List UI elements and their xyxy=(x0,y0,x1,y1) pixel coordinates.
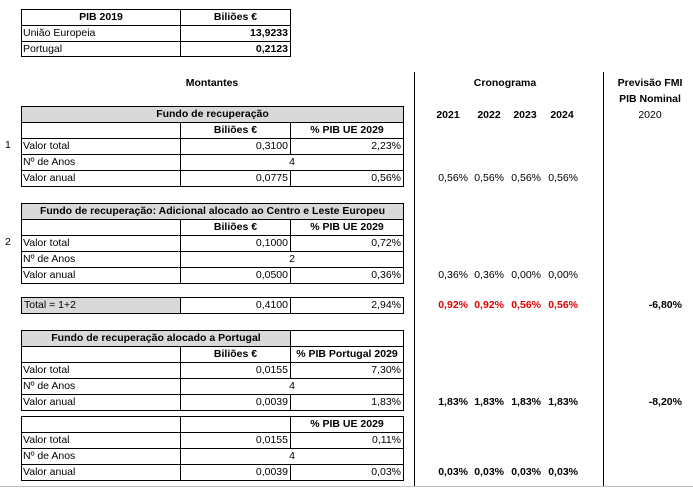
total-cron-value: 0,92% xyxy=(438,299,468,311)
year-header: 2024 xyxy=(550,109,574,121)
col-header: % PIB UE 2029 xyxy=(310,418,384,430)
total-cron-value: 0,56% xyxy=(548,299,578,311)
row-value: 0,0775 xyxy=(255,172,288,184)
pib2019-row-value: 0,2123 xyxy=(255,43,288,55)
fmi-value: -6,80% xyxy=(648,299,682,311)
cronograma-header: Cronograma xyxy=(473,77,537,89)
cron-value: 1,83% xyxy=(548,396,578,408)
cron-value: 0,03% xyxy=(474,466,504,478)
pib2019-header-unit: Biliões € xyxy=(213,11,258,23)
col-header: Biliões € xyxy=(213,348,258,360)
row-percent: 7,30% xyxy=(371,364,401,376)
cron-value: 1,83% xyxy=(474,396,504,408)
row-percent: 0,11% xyxy=(372,434,401,446)
col-header: Biliões € xyxy=(213,124,258,136)
total-percent: 2,94% xyxy=(371,299,401,311)
col-header: % PIB UE 2029 xyxy=(310,124,384,136)
cron-value: 0,56% xyxy=(548,172,578,184)
col-header: % PIB UE 2029 xyxy=(310,221,384,233)
total-value: 0,4100 xyxy=(255,299,288,311)
row-value: 0,0155 xyxy=(255,364,288,376)
row-years: 4 xyxy=(289,450,295,462)
row-years: 4 xyxy=(289,380,295,392)
year-header: 2021 xyxy=(436,109,460,121)
section-index: 1 xyxy=(5,139,11,151)
cron-value: 1,83% xyxy=(438,396,468,408)
section2-title: Fundo de recuperação: Adicional alocado ao Centro e Leste Europeu xyxy=(22,204,403,219)
row-value: 0,1000 xyxy=(255,237,288,249)
pib2019-row-label: União Europeia xyxy=(23,27,96,39)
row-label: Nº de Anos xyxy=(23,380,76,392)
row-label: Valor total xyxy=(23,434,70,446)
cron-value: 0,03% xyxy=(511,466,541,478)
cron-value: 0,56% xyxy=(438,172,468,184)
pib2019-header-label: PIB 2019 xyxy=(79,11,123,23)
row-label: Valor anual xyxy=(23,172,76,184)
cron-value: 0,00% xyxy=(548,269,578,281)
cron-value: 0,36% xyxy=(474,269,504,281)
cron-value: 0,36% xyxy=(438,269,468,281)
row-percent: 0,03% xyxy=(371,466,401,478)
cron-value: 0,03% xyxy=(548,466,578,478)
row-label: Valor anual xyxy=(23,466,76,478)
row-label: Valor anual xyxy=(23,269,76,281)
row-value: 0,0039 xyxy=(255,466,288,478)
row-value: 0,0500 xyxy=(255,269,288,281)
cron-value: 0,56% xyxy=(474,172,504,184)
row-label: Valor anual xyxy=(23,396,76,408)
montantes-header: Montantes xyxy=(185,77,239,89)
row-value: 0,0155 xyxy=(255,434,288,446)
section-index: 2 xyxy=(5,236,11,248)
cron-value: 0,56% xyxy=(511,172,541,184)
col-header: % PIB Portugal 2029 xyxy=(296,348,398,360)
row-percent: 2,23% xyxy=(371,140,401,152)
pib2019-row-label: Portugal xyxy=(23,43,63,55)
column-divider xyxy=(603,72,604,486)
column-divider xyxy=(414,72,415,486)
pib2019-row-value: 13,9233 xyxy=(250,27,288,39)
fmi-header-line2: PIB Nominal xyxy=(619,93,681,105)
row-percent: 0,72% xyxy=(371,237,401,249)
row-label: Valor total xyxy=(23,364,70,376)
row-label: Valor total xyxy=(23,140,70,152)
row-percent: 0,56% xyxy=(371,172,401,184)
year-header: 2022 xyxy=(477,109,501,121)
section1-title: Fundo de recuperação xyxy=(22,107,403,122)
cron-value: 0,03% xyxy=(438,466,468,478)
row-years: 4 xyxy=(289,156,295,168)
bottom-rule xyxy=(0,486,693,487)
row-label: Nº de Anos xyxy=(23,450,76,462)
fmi-header-year: 2020 xyxy=(638,109,662,121)
fmi-header-line1: Previsão FMI xyxy=(617,77,683,89)
row-label: Nº de Anos xyxy=(23,253,76,265)
section3-title: Fundo de recuperação alocado a Portugal xyxy=(22,331,290,346)
row-value: 0,3100 xyxy=(255,140,288,152)
total-label: Total = 1+2 xyxy=(22,298,180,313)
total-cron-value: 0,92% xyxy=(474,299,504,311)
row-percent: 1,83% xyxy=(371,396,401,408)
row-label: Valor total xyxy=(23,237,70,249)
cron-value: 0,00% xyxy=(511,269,541,281)
row-value: 0,0039 xyxy=(255,396,288,408)
year-header: 2023 xyxy=(513,109,537,121)
total-cron-value: 0,56% xyxy=(511,299,541,311)
row-percent: 0,36% xyxy=(371,269,401,281)
row-years: 2 xyxy=(289,253,295,265)
cron-value: 1,83% xyxy=(511,396,541,408)
fmi-value: -8,20% xyxy=(648,396,682,408)
col-header: Biliões € xyxy=(213,221,258,233)
row-label: Nº de Anos xyxy=(23,156,76,168)
